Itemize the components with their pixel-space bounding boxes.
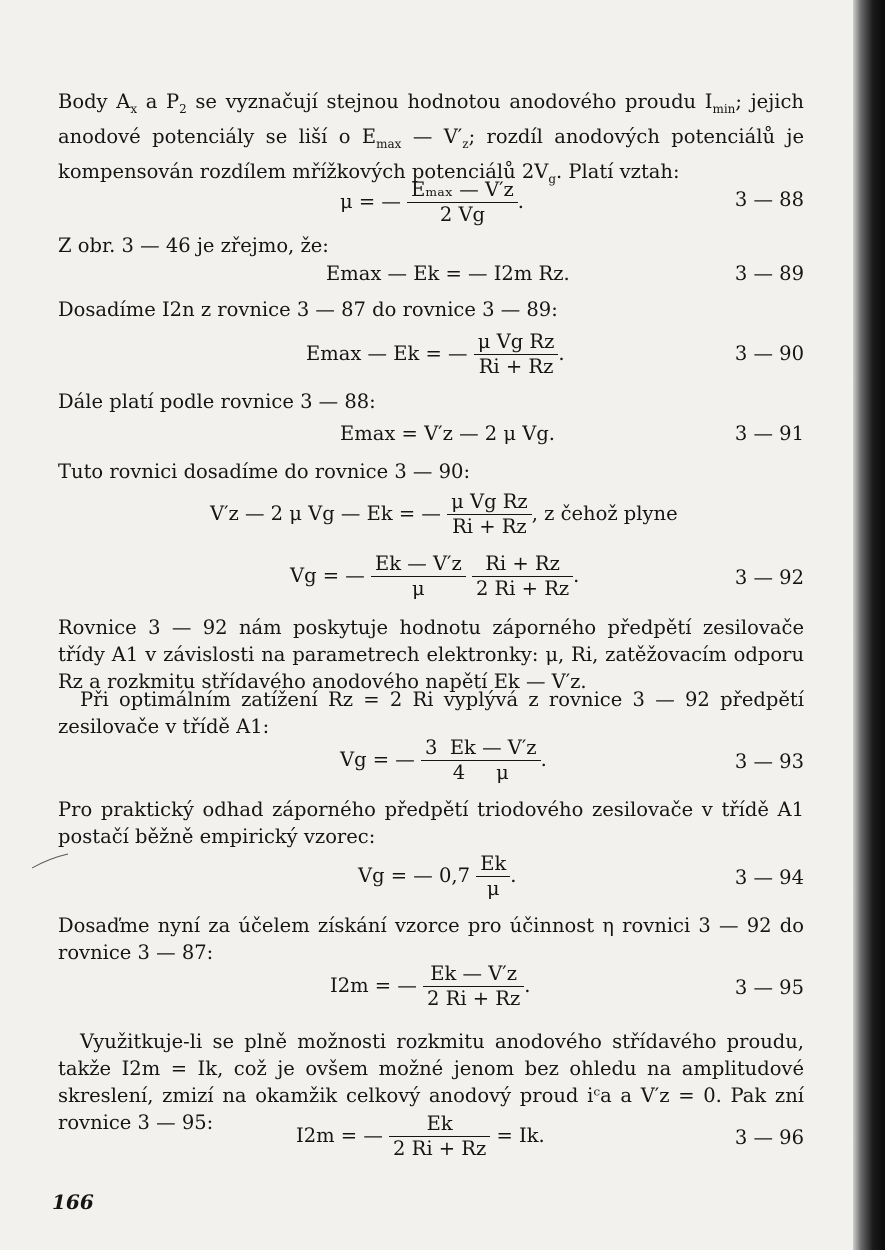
equation-3-89: Emax — Ek = — I2m Rz. 3 — 89 xyxy=(326,262,804,285)
eq-lhs: V′z — 2 μ Vg — Ek = — xyxy=(210,502,441,525)
eq-fraction: $\frac{Ri + Rz}{2 Ri + Rz}$ xyxy=(472,552,573,601)
equation-3-91: Emax = V′z — 2 μ Vg. 3 — 91 xyxy=(340,422,804,445)
equation-3-92: Vg = — $\frac{Ek — V'z}{\mu}$ $\frac{Ri + Rz}{2 Ri + Rz}$ . 3 — 92 xyxy=(290,552,804,600)
paragraph: Tuto rovnici dosadíme do rovnice 3 — 90: xyxy=(58,460,471,483)
equation-3-96: I2m = — $\frac{Ek}{2 Ri + Rz}$ = Ik. 3 — 96 xyxy=(296,1112,804,1160)
subscript: min xyxy=(712,101,736,116)
equation-3-93: Vg = — $\frac{3 Ek — V'z}{4 \mu}$ . 3 — 93 xyxy=(340,736,804,784)
text-run: se vyznačují stejnou hodnotou anodového proudu I xyxy=(186,90,713,113)
eq-lhs: Vg = — xyxy=(290,564,365,587)
paragraph: Dosadíme I2n z rovnice 3 — 87 do rovnice 3 — 89: xyxy=(58,298,558,321)
equation-substituted: V′z — 2 μ Vg — Ek = — $\frac{\text{μ Vg Rz}}{Ri + Rz}$ , z čehož plyne xyxy=(210,490,678,538)
equation-number: 3 — 88 xyxy=(734,188,804,211)
paragraph: Z obr. 3 — 46 je zřejmo, že: xyxy=(58,234,329,257)
eq-lhs: I2m = — xyxy=(296,1124,383,1147)
text-run: ; jejich anodové potenciály se liší o E xyxy=(58,90,804,148)
equation-3-94: Vg = — 0,7 $\frac{Ek}{\mu}$ . 3 — 94 xyxy=(358,852,804,900)
equation-number: 3 — 92 xyxy=(734,566,804,589)
text-run: a P xyxy=(137,90,180,113)
paragraph: Při optimálním zatížení Rz = 2 Ri vyplývá z rovnice 3 — 92 předpětí zesilovače v třídě A1: xyxy=(58,688,804,738)
eq-fraction: $\frac{3 Ek — V'z}{4 \mu}$ xyxy=(421,736,541,785)
eq-lhs: I2m = — xyxy=(330,974,417,997)
eq-lhs: Emax — Ek = — xyxy=(306,342,468,365)
eq-lhs: Vg = — 0,7 xyxy=(358,864,471,887)
paragraph: Dosaďme nyní za účelem získání vzorce pro účinnost η rovnici 3 — 92 do rovnice 3 — 87: xyxy=(58,914,804,964)
subscript: x xyxy=(130,101,138,116)
paragraph: Dále platí podle rovnice 3 — 88: xyxy=(58,390,376,413)
equation-number: 3 — 96 xyxy=(734,1126,804,1149)
subscript: g xyxy=(548,171,556,186)
equation-number: 3 — 91 xyxy=(734,422,804,445)
paragraph: Rovnice 3 — 92 nám poskytuje hodnotu záporného předpětí zesilovače třídy A1 v závislosti na parametrech elektronky: μ, Ri, zatěžovacím odporu Rz a rozkmitu střídavého anodového napětí Ek — V′z. xyxy=(58,616,804,693)
eq-fraction: $\frac{\text{μ Vg Rz}}{Ri + Rz}$ xyxy=(447,490,532,539)
equation-number: 3 — 89 xyxy=(734,262,804,285)
text-run: — V′ xyxy=(401,124,463,148)
eq-lhs: Vg = — xyxy=(340,748,415,771)
paragraph: Využitkuje-li se plně možnosti rozkmitu anodového střídavého proudu, takže I2m = Ik, což je ovšem možné jenom bez ohledu na amplitudové skreslení, zmizí na okamžik celkový anodový proud iᶜa a V′z = 0. Pak zní rovnice 3 — 95: xyxy=(58,1030,804,1134)
eq-fraction: $\frac{Ek}{2 Ri + Rz}$ xyxy=(389,1112,490,1161)
text-run: ; rozdíl anodových potenciálů je kompensován rozdílem mřížkových potenciálů 2V xyxy=(58,124,804,183)
paragraph: Pro praktický odhad záporného předpětí triodového zesilovače v třídě A1 postačí běžně empirický vzorec: xyxy=(58,798,804,848)
subscript: max xyxy=(376,136,402,151)
eq-fraction: $\frac{Ek}{\mu}$ xyxy=(476,852,510,901)
eq-fraction: $\frac{Ek — V'z}{2 Ri + Rz}$ xyxy=(423,962,524,1011)
equation-3-95: I2m = — $\frac{Ek — V'z}{2 Ri + Rz}$ . 3 — 95 xyxy=(330,962,804,1010)
equation-3-88: μ = — $\frac{\text{Eₘₐₓ — V′z}}{2 Vg}$ . 3 — 88 xyxy=(340,178,804,226)
subscript: 2 xyxy=(179,101,187,116)
equation-number: 3 — 94 xyxy=(734,866,804,889)
equation-number: 3 — 95 xyxy=(734,976,804,999)
paragraph-intro xyxy=(58,88,804,193)
eq-fraction: $\frac{Ek — V'z}{\mu}$ xyxy=(371,552,466,601)
text-run: . Platí vztah: xyxy=(556,159,680,183)
eq-fraction: $\frac{\text{μ Vg Rz}}{Ri + Rz}$ xyxy=(474,330,559,379)
equation-number: 3 — 93 xyxy=(734,750,804,773)
eq-fraction: $\frac{\text{Eₘₐₓ — V′z}}{2 Vg}$ xyxy=(407,178,518,227)
text-run: Body A xyxy=(58,90,131,113)
subscript: z xyxy=(462,136,469,151)
page-number: 166 xyxy=(52,1190,94,1214)
eq-lhs: μ = — xyxy=(340,190,401,213)
equation-number: 3 — 90 xyxy=(734,342,804,365)
book-binding-edge xyxy=(853,0,885,1250)
equation-3-90: Emax — Ek = — $\frac{\text{μ Vg Rz}}{Ri + Rz}$ . 3 — 90 xyxy=(306,330,804,378)
